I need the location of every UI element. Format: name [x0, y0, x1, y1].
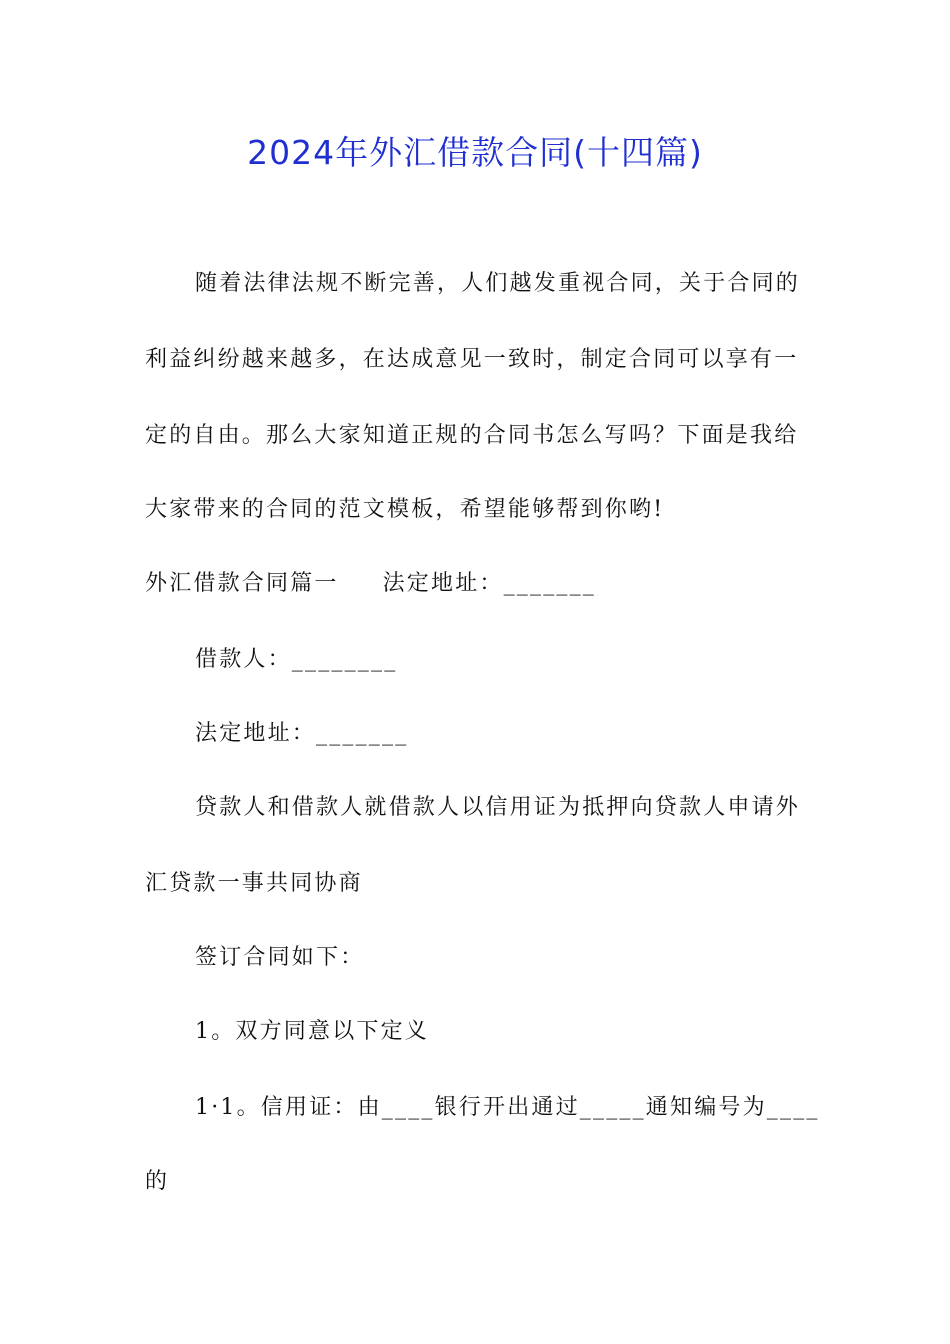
borrower-address-field: 法定地址：_______	[195, 721, 409, 746]
agreement-line-2: 汇贷款一事共同协商	[145, 871, 363, 896]
section-heading: 外汇借款合同篇一	[145, 571, 339, 596]
borrower-field: 借款人：________	[195, 647, 398, 672]
agreement-line-1: 贷款人和借款人就借款人以信用证为抵押向贷款人申请外	[195, 795, 801, 820]
lender-address-field: 法定地址：_______	[382, 571, 597, 596]
clause-1-1-line-1: 1·1。信用证：由____银行开出通过_____通知编号为____	[195, 1095, 820, 1120]
clause-1: 1。双方同意以下定义	[195, 1019, 429, 1044]
intro-line-4: 大家带来的合同的范文模板，希望能够帮到你哟!	[145, 497, 665, 522]
document-title: 2024年外汇借款合同(十四篇)	[247, 133, 703, 172]
sign-line: 签订合同如下：	[195, 945, 365, 970]
section-heading-row	[145, 568, 596, 600]
intro-line-1: 随着法律法规不断完善，人们越发重视合同，关于合同的	[195, 271, 801, 296]
intro-line-2: 利益纠纷越来越多，在达成意见一致时，制定合同可以享有一	[145, 347, 799, 372]
intro-line-3: 定的自由。那么大家知道正规的合同书怎么写吗？下面是我给	[145, 423, 799, 448]
clause-1-1-line-2: 的	[145, 1169, 170, 1194]
